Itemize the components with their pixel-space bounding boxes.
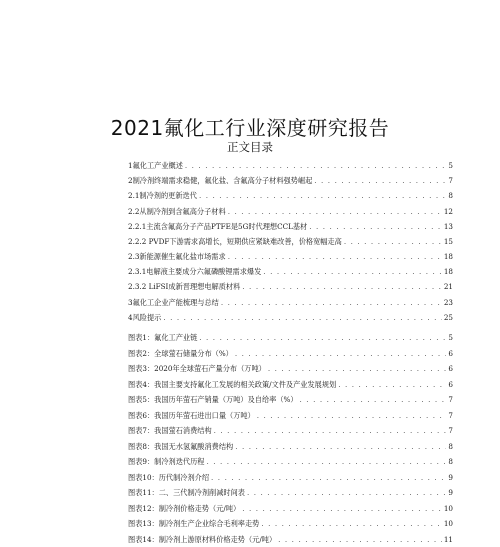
figure-entry[interactable] [128, 501, 453, 517]
figure-entry-page-number: 8 [446, 439, 453, 455]
figure-entry-page-number: 10 [442, 501, 453, 517]
dot-leader [228, 249, 442, 264]
dot-leader [206, 454, 446, 470]
dot-leader [268, 361, 447, 377]
dot-leader [314, 173, 446, 188]
figure-entry[interactable] [128, 330, 453, 346]
toc-entry-label: 1氟化工产业概述 [128, 158, 185, 173]
figure-entry-label: 图表11：二、三代制冷剂削减时间表 [128, 485, 247, 501]
toc-entry-page-number: 5 [446, 158, 453, 173]
toc-entry-page-number: 23 [442, 295, 453, 310]
toc-entry-label: 2制冷剂终端需求稳健，氟化盐、含氟高分子材料强势崛起 [128, 173, 314, 188]
toc-entry-page-number: 8 [446, 188, 453, 203]
dot-leader [278, 532, 442, 547]
figure-entry-page-number: 7 [446, 408, 453, 424]
dot-leader [261, 516, 442, 532]
dot-leader [185, 158, 447, 173]
dot-leader [344, 234, 442, 249]
toc-entry-page-number: 7 [446, 173, 453, 188]
toc-entry[interactable] [128, 158, 453, 173]
document-title: 2021氟化工行业深度研究报告 [0, 112, 500, 141]
figure-entry-page-number: 5 [446, 330, 453, 346]
toc-entry-label: 4风险提示 [128, 310, 163, 325]
dot-leader [235, 439, 446, 455]
toc-entry-page-number: 12 [442, 204, 453, 219]
figure-entry-page-number: 11 [442, 532, 453, 547]
figure-entry-label: 图表14：制冷剂上游原材料价格走势（元/吨） [128, 532, 278, 547]
figure-entry-page-number: 9 [446, 485, 453, 501]
figure-entry-label: 图表4：我国主要支持氟化工发展的相关政策/文件及产业发展规划 [128, 377, 338, 393]
dot-leader [199, 188, 446, 203]
dot-leader [235, 346, 447, 362]
figure-entry[interactable] [128, 392, 453, 408]
figure-entry-label: 图表12：制冷剂价格走势（元/吨） [128, 501, 242, 517]
dot-leader [199, 330, 446, 346]
figure-entry-label: 图表1：氟化工产业链 [128, 330, 199, 346]
dot-leader [257, 408, 447, 424]
dot-leader [211, 470, 446, 486]
toc-entry[interactable] [128, 280, 453, 295]
figure-entry[interactable] [128, 423, 453, 439]
figure-entry[interactable] [128, 532, 453, 547]
dot-leader [242, 280, 442, 295]
toc-entry-page-number: 25 [442, 310, 453, 325]
figure-entry-page-number: 7 [446, 392, 453, 408]
figure-entry-page-number: 6 [446, 346, 453, 362]
figure-list [128, 330, 453, 547]
figure-entry[interactable] [128, 408, 453, 424]
figure-entry[interactable] [128, 346, 453, 362]
figure-entry[interactable] [128, 439, 453, 455]
figure-entry[interactable] [128, 454, 453, 470]
dot-leader [300, 392, 447, 408]
toc-entry-label: 2.2.1主流含氟高分子产品PTFE是5G时代理想CCL基材 [128, 219, 309, 234]
toc-entry-label: 2.2.2 PVDF下游需求高增长，短期供应紧缺难改善，价格宽幅走高 [128, 234, 344, 249]
figure-entry-label: 图表8：我国无水氢氟酸消费结构 [128, 439, 235, 455]
toc-entry-label: 3氟化工企业产能梳理与总结 [128, 295, 221, 310]
figure-entry-page-number: 6 [446, 361, 453, 377]
toc-entry-page-number: 18 [442, 264, 453, 279]
figure-entry-page-number: 10 [442, 516, 453, 532]
table-of-contents [128, 158, 453, 325]
figure-entry-page-number: 9 [446, 470, 453, 486]
dot-leader [163, 310, 442, 325]
figure-entry-label: 图表5：我国历年萤石产销量（万吨）及自给率（%） [128, 392, 300, 408]
toc-entry[interactable] [128, 219, 453, 234]
toc-entry-label: 2.3.2 LiFSI成新晋理想电解质材料 [128, 280, 242, 295]
figure-entry-label: 图表3：2020年全球萤石产量分布（万吨） [128, 361, 268, 377]
dot-leader [309, 219, 442, 234]
toc-entry[interactable] [128, 234, 453, 249]
toc-entry[interactable] [128, 173, 453, 188]
figure-entry-label: 图表10：历代制冷剂介绍 [128, 470, 211, 486]
figure-entry-label: 图表9：制冷剂迭代历程 [128, 454, 206, 470]
dot-leader [228, 204, 442, 219]
toc-entry-label: 2.2从制冷剂到含氟高分子材料 [128, 204, 228, 219]
dot-leader [221, 295, 442, 310]
toc-entry[interactable] [128, 295, 453, 310]
figure-entry-page-number: 7 [446, 423, 453, 439]
figure-entry[interactable] [128, 516, 453, 532]
toc-entry[interactable] [128, 310, 453, 325]
dot-leader [247, 485, 446, 501]
toc-entry-page-number: 18 [442, 249, 453, 264]
toc-heading: 正文目录 [0, 139, 500, 155]
dot-leader [263, 264, 442, 279]
toc-entry[interactable] [128, 249, 453, 264]
figure-entry-page-number: 6 [446, 377, 453, 393]
toc-entry-page-number: 21 [442, 280, 453, 295]
figure-entry[interactable] [128, 485, 453, 501]
figure-entry[interactable] [128, 377, 453, 393]
toc-entry-page-number: 13 [442, 219, 453, 234]
toc-entry-page-number: 15 [442, 234, 453, 249]
figure-entry-page-number: 8 [446, 454, 453, 470]
figure-entry-label: 图表7：我国萤石消费结构 [128, 423, 214, 439]
toc-entry-label: 2.3新能源催生氟化盐市场需求 [128, 249, 228, 264]
toc-entry[interactable] [128, 188, 453, 203]
figure-entry-label: 图表2：全球萤石储量分布（%） [128, 346, 235, 362]
toc-entry[interactable] [128, 264, 453, 279]
figure-entry[interactable] [128, 361, 453, 377]
toc-entry-label: 2.1制冷剂的更新迭代 [128, 188, 199, 203]
figure-entry[interactable] [128, 470, 453, 486]
dot-leader [242, 501, 442, 517]
figure-entry-label: 图表6：我国历年萤石进出口量（万吨） [128, 408, 257, 424]
toc-entry[interactable] [128, 204, 453, 219]
toc-entry-label: 2.3.1电解液主要成分六氟磷酸锂需求爆发 [128, 264, 263, 279]
dot-leader [214, 423, 447, 439]
dot-leader [338, 377, 446, 393]
figure-entry-label: 图表13：制冷剂生产企业综合毛利率走势 [128, 516, 261, 532]
